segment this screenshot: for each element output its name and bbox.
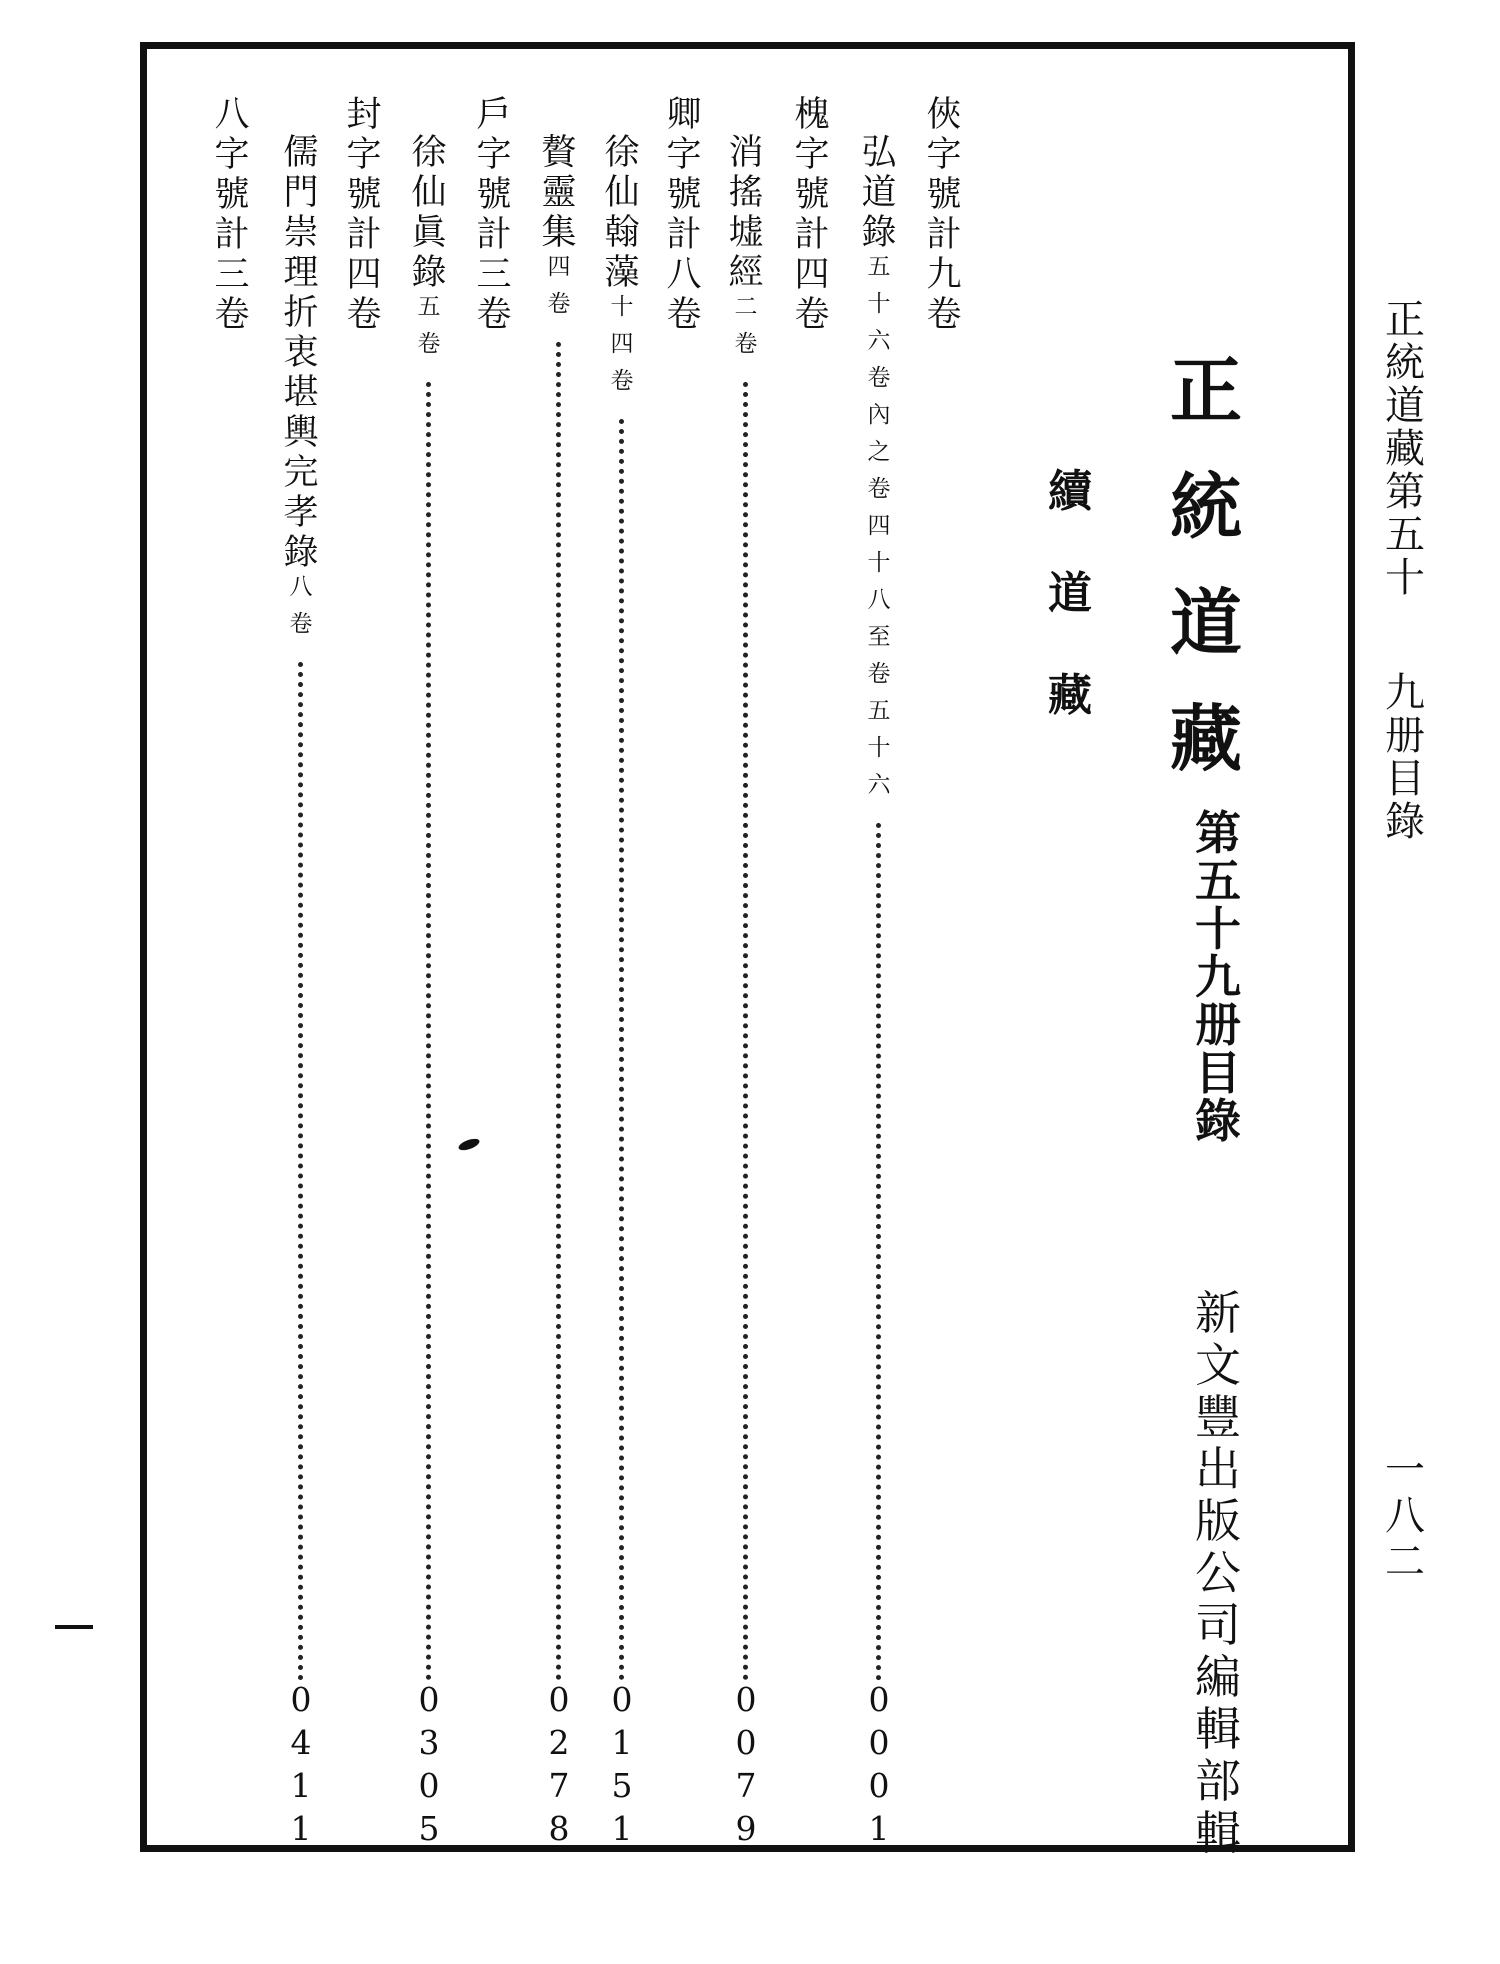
- toc-entry-title: 槐 字 號 計 四 卷: [794, 95, 830, 335]
- toc-page-number: 0 0 0 1: [868, 1680, 890, 1848]
- main-title: 正 統 道 藏: [1170, 349, 1243, 781]
- sub-title: 續 道 藏: [1048, 466, 1092, 721]
- toc-entry-title: 俠 字 號 計 九 卷: [926, 95, 962, 335]
- leader-dots: [298, 662, 303, 1681]
- toc-entry-title: 封 字 號 計 四 卷: [346, 95, 382, 335]
- leader-dots: [876, 823, 881, 1681]
- toc-entry-col-8: [470, 95, 518, 1838]
- toc-entry-title: 卿 字 號 計 八 卷: [666, 95, 702, 335]
- toc-entry-title: 徐 仙 翰 藻 十 四 卷: [604, 133, 640, 394]
- toc-entry-col-3: [788, 95, 836, 1838]
- toc-entry-title: 贅 靈 集 四 卷: [541, 133, 577, 317]
- toc-page-number: 0 4 1 1: [290, 1680, 312, 1848]
- toc-page-number: 0 0 7 9: [735, 1680, 757, 1848]
- toc-entry-col-7: [535, 98, 583, 1848]
- toc-entry-col-4: [722, 98, 770, 1848]
- toc-page-number: 0 3 0 5: [418, 1680, 440, 1848]
- toc-page-number: 0 2 7 8: [548, 1680, 570, 1848]
- margin-mark: [55, 1625, 93, 1629]
- toc-entry-title: 戶 字 號 計 三 卷: [476, 95, 512, 335]
- leader-dots: [426, 382, 431, 1681]
- leader-dots: [743, 382, 748, 1681]
- toc-entry-col-6: [598, 98, 646, 1848]
- toc-entry-col-2: [855, 98, 903, 1848]
- editor-credit: 新 文 豐 出 版 公 司 編 輯 部 輯: [1195, 1286, 1241, 1860]
- running-head: 正 統 道 藏 第 五 十 九 册 目 錄: [1385, 297, 1425, 845]
- toc-entry-title: 弘 道 錄 五 十 六 卷 內 之 卷 四 十 八 至 卷 五 十 六: [861, 133, 897, 798]
- volume-title: 第 五 十 九 册 目 錄: [1195, 806, 1241, 1148]
- toc-entry-col-11: [277, 98, 325, 1848]
- toc-entry-title: 徐 仙 眞 錄 五 卷: [411, 133, 447, 357]
- toc-entry-title: 八 字 號 計 三 卷: [214, 95, 250, 335]
- toc-page-number: 0 1 5 1: [611, 1680, 633, 1848]
- leader-dots: [556, 342, 561, 1681]
- toc-entry-title: 消 搖 墟 經 二 卷: [728, 133, 764, 357]
- toc-entry-col-10: [340, 95, 388, 1838]
- toc-entry-col-1: [920, 95, 968, 1838]
- leader-dots: [619, 419, 624, 1681]
- toc-entry-col-12: [208, 95, 256, 1838]
- toc-entry-col-5: [660, 95, 708, 1838]
- toc-entry-title: 儒 門 崇 理 折 衷 堪 輿 完 孝 錄 八 卷: [283, 133, 319, 637]
- page-number: 一 八 二: [1385, 1447, 1425, 1585]
- toc-entry-col-9: [405, 98, 453, 1848]
